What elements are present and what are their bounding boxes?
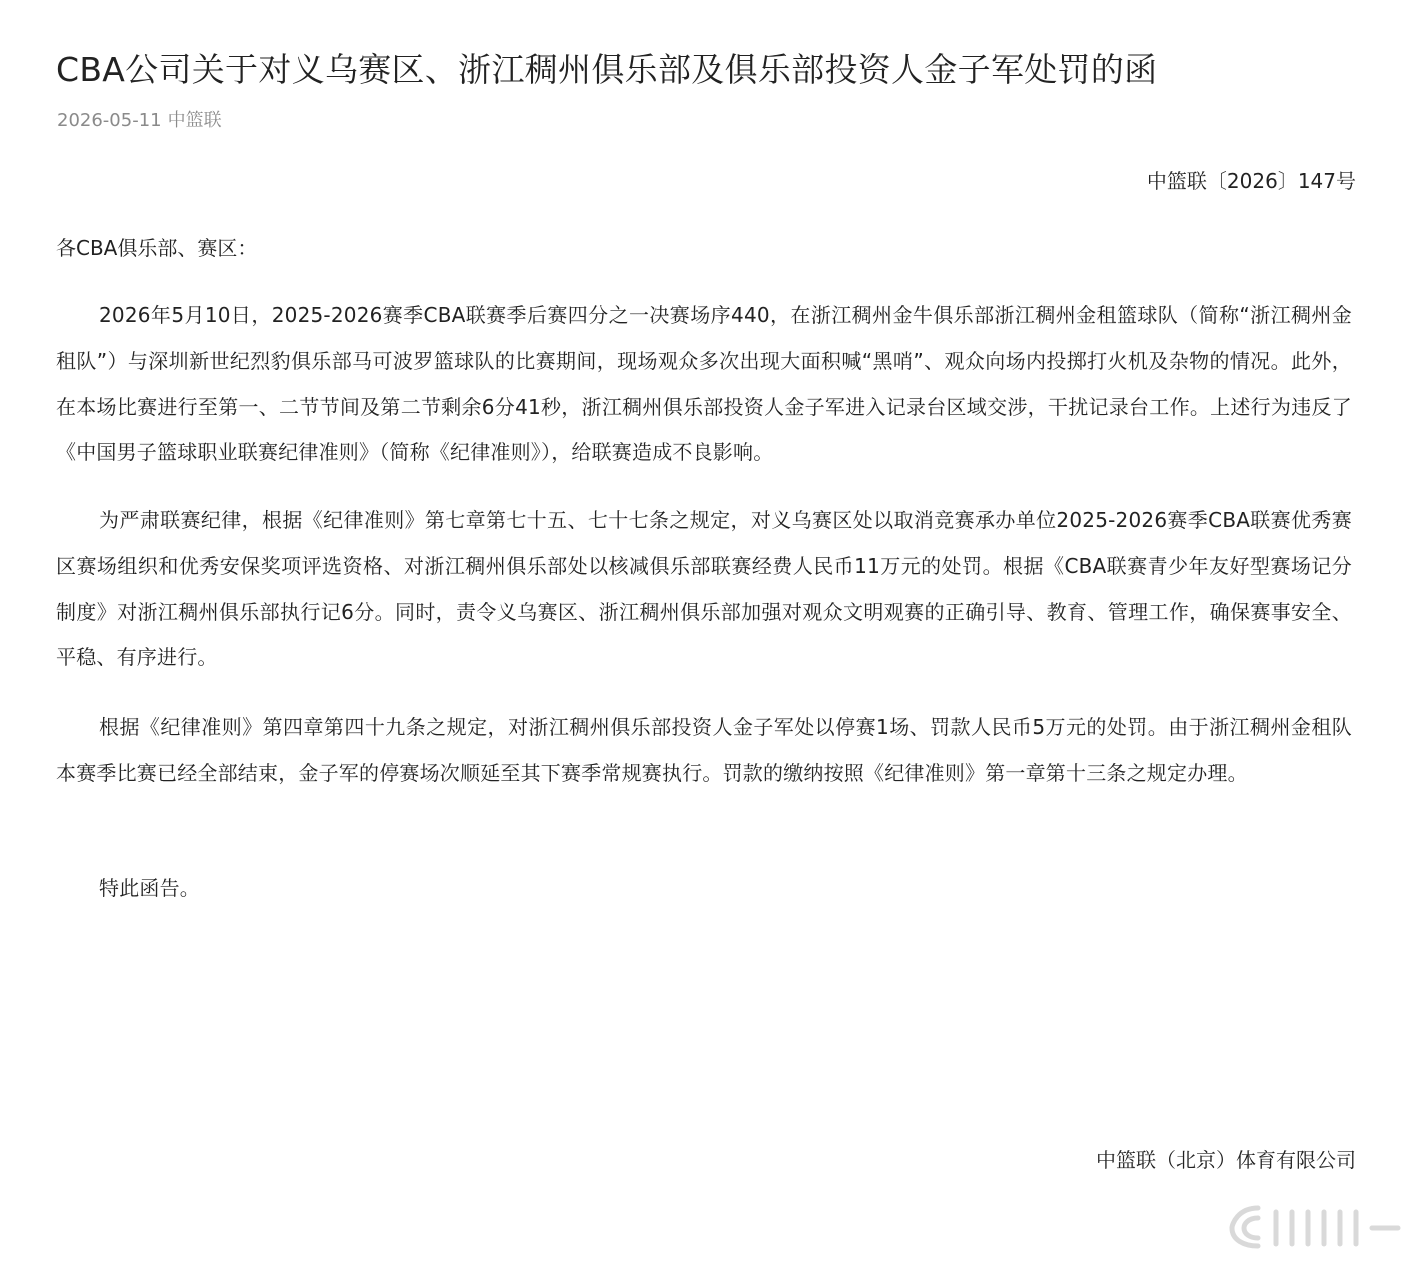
body-paragraph-3: 根据《纪律准则》第四章第四十九条之规定，对浙江稠州俱乐部投资人金子军处以停赛1场、罚款人民币5万元的处罚。由于浙江稠州金租队本赛季比赛已经全部结束，金子军的停赛场次顺延至其下赛季常规赛执行。罚款的缴纳按照《纪律准则》第一章第十三条之规定办理。 [56,715,1352,785]
weibo-watermark-icon [1218,1198,1408,1254]
salutation: 各CBA俱乐部、赛区： [56,236,258,260]
document-number: 中篮联〔2026〕147号 [1146,169,1356,193]
closing-paragraph: 特此函告。 [99,876,200,900]
publish-date: 2026-05-11 [57,110,162,131]
publish-source: 中篮联 [167,110,222,131]
document-title: CBA公司关于对义乌赛区、浙江稠州俱乐部及俱乐部投资人金子军处罚的函 [56,50,1158,89]
body-paragraph-2: 为严肃联赛纪律，根据《纪律准则》第七章第七十五、七十七条之规定，对义乌赛区处以取消竞赛承办单位2025-2026赛季CBA联赛优秀赛区赛场组织和优秀安保奖项评选资格、对浙江稠州俱乐部处以核减俱乐部联赛经费人民币11万元的处罚。根据《CBA联赛青少年友好型赛场记分制度》对浙江稠州俱乐部执行记6分。同时，责令义乌赛区、浙江稠州俱乐部加强对观众文明观赛的正确引导、教育、管理工作，确保赛事安全、平稳、有序进行。 [56,508,1352,670]
issuer-signature: 中篮联（北京）体育有限公司 [1096,1148,1356,1172]
body-paragraph-1: 2026年5月10日，2025-2026赛季CBA联赛季后赛四分之一决赛场序440，在浙江稠州金牛俱乐部浙江稠州金租篮球队（简称“浙江稠州金租队”）与深圳新世纪烈豹俱乐部马可波罗篮球队的比赛期间，现场观众多次出现大面积喊“黑哨”、观众向场内投掷打火机及杂物的情况。此外，在本场比赛进行至第一、二节节间及第二节剩余6分41秒，浙江稠州俱乐部投资人金子军进入记录台区域交涉，干扰记录台工作。上述行为违反了《中国男子篮球职业联赛纪律准则》（简称《纪律准则》），给联赛造成不良影响。 [56,303,1352,465]
publish-meta [57,108,222,134]
